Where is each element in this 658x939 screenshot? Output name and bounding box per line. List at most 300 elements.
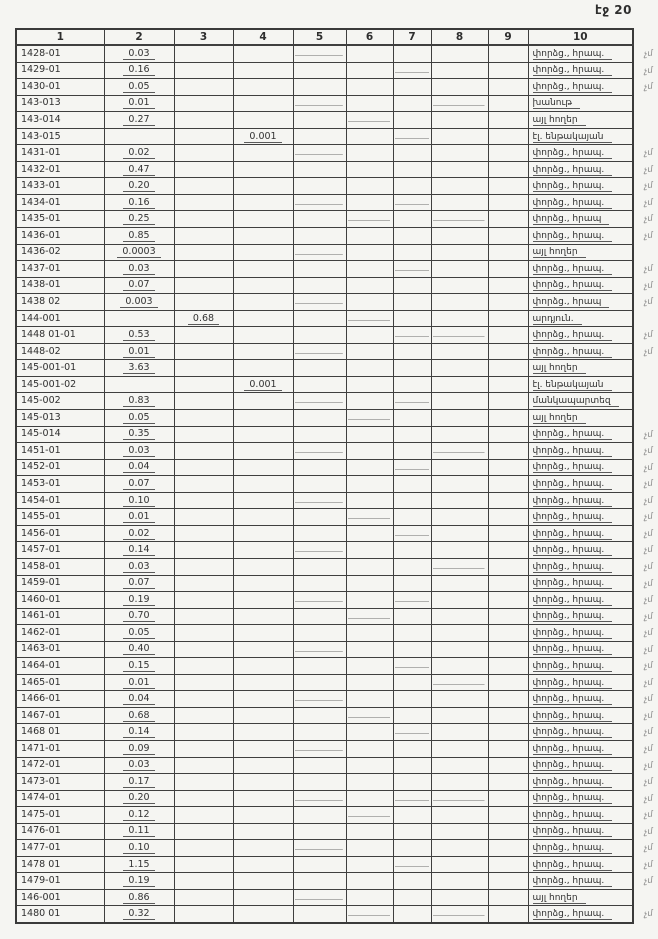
- cell-parcel-code: 1479-01: [16, 873, 104, 890]
- cell-col3: [174, 707, 233, 724]
- table-row: [16, 856, 633, 873]
- cell-area: [104, 211, 174, 228]
- cell-parcel-code: 1453-01: [16, 476, 104, 493]
- cell-col3: [174, 228, 233, 245]
- cell-area: [104, 889, 174, 906]
- cell-value: 0.68: [123, 710, 154, 722]
- cell-land-use: [528, 228, 654, 245]
- cell-empty: [346, 343, 393, 360]
- cell-parcel-code: 1477-01: [16, 840, 104, 857]
- column-header: 10: [528, 29, 633, 45]
- cell-empty: [346, 476, 393, 493]
- margin-annotation: չմ: [643, 710, 654, 722]
- cell-empty: [293, 757, 346, 774]
- cell-value: 0.19: [123, 594, 154, 606]
- cell-parcel-code: 1429-01: [16, 62, 104, 79]
- margin-annotation: չմ: [643, 561, 654, 573]
- cell-empty: [488, 343, 528, 360]
- cell-parcel-code: 143-014: [16, 112, 104, 129]
- cell-area: [104, 178, 174, 195]
- cell-empty: [431, 823, 488, 840]
- margin-annotation: չմ: [643, 445, 654, 457]
- cell-empty: [393, 459, 431, 476]
- cell-area: [104, 790, 174, 807]
- cell-empty: [346, 674, 393, 691]
- margin-annotation: չմ: [643, 760, 654, 771]
- margin-annotation: չմ: [643, 544, 654, 556]
- table-row: [16, 228, 633, 245]
- cell-empty: [488, 393, 528, 410]
- land-use-label: փորձց., հրապ.: [533, 264, 613, 275]
- cell-parcel-code: 1438 02: [16, 294, 104, 311]
- cell-empty: [431, 906, 488, 923]
- table-row: [16, 145, 633, 162]
- land-use-label: մանկապարտեզ: [533, 396, 619, 407]
- cell-value: 0.05: [123, 81, 154, 93]
- margin-annotation: չմ: [643, 296, 654, 308]
- land-use-label: փորձց., հրապ.: [533, 777, 613, 788]
- cell-empty: [488, 95, 528, 112]
- cell-empty: [488, 790, 528, 807]
- cell-value: 0.15: [123, 660, 154, 672]
- cell-empty: [346, 426, 393, 443]
- cell-empty: [293, 807, 346, 824]
- land-use-label: փորձց., հրապ.: [533, 860, 613, 871]
- land-use-label: փորձց., հրապ.: [533, 678, 613, 689]
- cell-land-use: [528, 558, 654, 575]
- cell-value: 0.02: [123, 528, 154, 540]
- cell-parcel-code: 1457-01: [16, 542, 104, 559]
- cell-land-use: [528, 294, 654, 311]
- cell-empty: [393, 426, 431, 443]
- cell-empty: [293, 476, 346, 493]
- cell-parcel-code: 1448-02: [16, 343, 104, 360]
- cell-land-use: [528, 608, 654, 625]
- margin-annotation: չմ: [643, 164, 654, 176]
- cell-col3: [174, 658, 233, 675]
- table-row: [16, 277, 633, 294]
- land-use-label: փորձց., հրապ.: [533, 280, 613, 291]
- margin-annotation: չմ: [643, 644, 654, 656]
- cell-col3: [174, 360, 233, 377]
- land-use-label: փորձց., հրապ.: [533, 694, 613, 705]
- table-row: [16, 774, 633, 791]
- margin-annotation: չմ: [643, 495, 654, 507]
- cell-empty: [431, 327, 488, 344]
- cell-empty: [293, 327, 346, 344]
- cell-area: [104, 327, 174, 344]
- cell-land-use: [528, 641, 654, 658]
- cell-area: [104, 525, 174, 542]
- cell-empty: [293, 525, 346, 542]
- cell-col4: [233, 360, 293, 377]
- cell-empty: [488, 360, 528, 377]
- land-use-label: փորձց., հրապ.: [533, 760, 613, 771]
- margin-annotation: չմ: [643, 197, 654, 209]
- cell-empty: [346, 823, 393, 840]
- cell-empty: [293, 774, 346, 791]
- cell-col3: [174, 790, 233, 807]
- cell-parcel-code: 1471-01: [16, 740, 104, 757]
- cell-area: [104, 757, 174, 774]
- cell-col4: [233, 658, 293, 675]
- table-row: [16, 525, 633, 542]
- cell-empty: [488, 476, 528, 493]
- cell-empty: [488, 592, 528, 609]
- cell-area: [104, 45, 174, 62]
- cell-col3: [174, 443, 233, 460]
- cell-land-use: [528, 674, 654, 691]
- cell-empty: [346, 542, 393, 559]
- land-use-label: փորձց., հրապ: [533, 214, 610, 225]
- cell-empty: [393, 840, 431, 857]
- cell-empty: [431, 873, 488, 890]
- cell-empty: [488, 45, 528, 62]
- land-use-label: փորձց., հրապ.: [533, 429, 613, 440]
- cell-empty: [346, 244, 393, 261]
- cell-land-use: [528, 128, 633, 145]
- cell-empty: [488, 277, 528, 294]
- cell-empty: [293, 558, 346, 575]
- table-row: [16, 476, 633, 493]
- cell-empty: [488, 889, 528, 906]
- table-row: [16, 906, 633, 923]
- cell-col3: [174, 62, 233, 79]
- cell-land-use: [528, 194, 654, 211]
- cell-value: 0.11: [123, 825, 154, 837]
- cell-col4: [233, 310, 293, 327]
- cell-empty: [431, 476, 488, 493]
- cell-land-use: [528, 592, 654, 609]
- cell-empty: [346, 360, 393, 377]
- cell-parcel-code: 143-013: [16, 95, 104, 112]
- cell-empty: [431, 707, 488, 724]
- land-use-label: փորձց., հրապ.: [533, 181, 613, 192]
- cell-empty: [431, 410, 488, 427]
- cell-land-use: [528, 79, 654, 96]
- cell-empty: [431, 211, 488, 228]
- cell-col3: [174, 476, 233, 493]
- cell-col3: [174, 608, 233, 625]
- land-use-label: այլ հողեր: [533, 893, 586, 904]
- cell-empty: [431, 757, 488, 774]
- cell-empty: [431, 393, 488, 410]
- cell-empty: [431, 625, 488, 642]
- table-row: [16, 608, 633, 625]
- land-use-label: փորձց., հրապ.: [533, 826, 613, 837]
- margin-annotation: չմ: [643, 280, 654, 292]
- cell-parcel-code: 145-014: [16, 426, 104, 443]
- cell-empty: [431, 128, 488, 145]
- cell-value: 0.0003: [117, 246, 160, 258]
- cell-empty: [393, 161, 431, 178]
- cell-empty: [393, 525, 431, 542]
- cell-empty: [293, 145, 346, 162]
- cell-empty: [346, 757, 393, 774]
- cell-parcel-code: 1478 01: [16, 856, 104, 873]
- cell-col4: [233, 62, 293, 79]
- cell-col4: [233, 376, 293, 393]
- cell-value: 0.01: [123, 677, 154, 689]
- table-row: [16, 261, 633, 278]
- cell-empty: [393, 327, 431, 344]
- cell-col3: [174, 310, 233, 327]
- land-use-label: այլ հողեր: [533, 115, 586, 126]
- cell-empty: [431, 840, 488, 857]
- cell-land-use: [528, 492, 654, 509]
- cell-empty: [346, 393, 393, 410]
- cell-empty: [393, 178, 431, 195]
- cell-empty: [293, 625, 346, 642]
- cell-empty: [346, 228, 393, 245]
- cell-col4: [233, 426, 293, 443]
- cell-empty: [488, 178, 528, 195]
- table-row: [16, 575, 633, 592]
- margin-annotation: չմ: [643, 346, 654, 358]
- margin-annotation: չմ: [643, 578, 654, 589]
- page-number: էջ 20: [594, 3, 632, 17]
- table-row: [16, 79, 633, 96]
- cell-value: 0.10: [123, 495, 154, 507]
- cell-empty: [488, 294, 528, 311]
- cell-area: [104, 244, 174, 261]
- cell-col4: [233, 674, 293, 691]
- cell-empty: [393, 310, 431, 327]
- cell-col3: [174, 641, 233, 658]
- table-row: [16, 95, 633, 112]
- cell-empty: [393, 443, 431, 460]
- cell-empty: [393, 807, 431, 824]
- cell-empty: [293, 873, 346, 890]
- cell-parcel-code: 146-001: [16, 889, 104, 906]
- cell-value: 0.03: [123, 759, 154, 771]
- cell-land-use: [528, 443, 654, 460]
- cell-value: 0.32: [123, 908, 154, 920]
- cell-land-use: [528, 542, 654, 559]
- cell-empty: [393, 476, 431, 493]
- cell-col3: [174, 757, 233, 774]
- table-row: [16, 509, 633, 526]
- land-use-label: փորձց., հրապ.: [533, 347, 613, 358]
- cell-col4: [233, 343, 293, 360]
- cell-empty: [293, 194, 346, 211]
- cell-empty: [488, 525, 528, 542]
- cell-empty: [431, 95, 488, 112]
- cell-parcel-code: 1436-02: [16, 244, 104, 261]
- cell-land-use: [528, 161, 654, 178]
- cell-value: 0.12: [123, 809, 154, 821]
- cell-empty: [346, 45, 393, 62]
- cell-empty: [431, 343, 488, 360]
- table-row: [16, 625, 633, 642]
- cell-parcel-code: 1434-01: [16, 194, 104, 211]
- cell-empty: [293, 95, 346, 112]
- cell-land-use: [528, 277, 654, 294]
- cell-empty: [488, 707, 528, 724]
- cell-col3: [174, 410, 233, 427]
- cell-col4: [233, 443, 293, 460]
- cell-col3: [174, 95, 233, 112]
- cell-area: [104, 873, 174, 890]
- cell-empty: [293, 79, 346, 96]
- cell-parcel-code: 1474-01: [16, 790, 104, 807]
- cell-empty: [431, 360, 488, 377]
- cell-empty: [346, 807, 393, 824]
- cell-col3: [174, 112, 233, 129]
- cell-empty: [393, 873, 431, 890]
- cell-empty: [393, 360, 431, 377]
- margin-annotation: չմ: [643, 48, 654, 60]
- cell-parcel-code: 1465-01: [16, 674, 104, 691]
- cell-col4: [233, 840, 293, 857]
- cell-empty: [293, 658, 346, 675]
- cell-parcel-code: 1455-01: [16, 509, 104, 526]
- cell-col3: [174, 625, 233, 642]
- cell-empty: [393, 145, 431, 162]
- cell-empty: [293, 492, 346, 509]
- cell-empty: [293, 343, 346, 360]
- cell-value: 0.14: [123, 726, 154, 738]
- cell-value: 0.01: [123, 511, 154, 523]
- cell-empty: [393, 608, 431, 625]
- cell-area: [104, 95, 174, 112]
- cell-empty: [393, 790, 431, 807]
- cell-area: [104, 459, 174, 476]
- margin-annotation: չմ: [643, 478, 654, 490]
- cell-empty: [488, 724, 528, 741]
- cell-col4: [233, 244, 293, 261]
- margin-annotation: չմ: [643, 230, 654, 242]
- cell-area: [104, 542, 174, 559]
- cell-empty: [346, 575, 393, 592]
- cell-col4: [233, 889, 293, 906]
- table-row: [16, 410, 633, 427]
- table-row: [16, 873, 633, 890]
- cell-empty: [393, 856, 431, 873]
- cell-parcel-code: 1438-01: [16, 277, 104, 294]
- cell-area: [104, 492, 174, 509]
- cell-value: 0.68: [188, 313, 219, 325]
- cell-parcel-code: 1433-01: [16, 178, 104, 195]
- cell-empty: [346, 145, 393, 162]
- land-use-label: փորձց., հրապ.: [533, 148, 613, 159]
- cell-col3: [174, 558, 233, 575]
- cell-empty: [393, 194, 431, 211]
- cell-empty: [431, 542, 488, 559]
- margin-annotation: չմ: [643, 776, 654, 788]
- cell-area: [104, 145, 174, 162]
- cell-empty: [346, 410, 393, 427]
- cell-area: [104, 774, 174, 791]
- cell-empty: [346, 161, 393, 178]
- cell-empty: [346, 873, 393, 890]
- cell-value: 0.001: [244, 379, 281, 391]
- land-use-label: այլ հողեր: [533, 413, 586, 424]
- table-row: [16, 889, 633, 906]
- cell-empty: [293, 889, 346, 906]
- cell-col4: [233, 691, 293, 708]
- table-row: [16, 443, 633, 460]
- cell-col3: [174, 459, 233, 476]
- cell-col4: [233, 393, 293, 410]
- cell-area: [104, 393, 174, 410]
- cell-col3: [174, 774, 233, 791]
- cell-area: [104, 740, 174, 757]
- cell-col3: [174, 294, 233, 311]
- cell-land-use: [528, 178, 654, 195]
- margin-annotation: չմ: [643, 875, 654, 887]
- cell-col4: [233, 740, 293, 757]
- cell-empty: [393, 376, 431, 393]
- cell-empty: [488, 128, 528, 145]
- cell-empty: [393, 889, 431, 906]
- cell-col3: [174, 343, 233, 360]
- cell-empty: [488, 625, 528, 642]
- cell-land-use: [528, 774, 654, 791]
- cell-land-use: [528, 856, 654, 873]
- cell-empty: [346, 740, 393, 757]
- margin-annotation: չմ: [643, 528, 654, 540]
- cell-col4: [233, 608, 293, 625]
- cell-empty: [431, 112, 488, 129]
- table-row: [16, 211, 633, 228]
- cell-empty: [431, 807, 488, 824]
- cell-col4: [233, 145, 293, 162]
- cell-empty: [393, 112, 431, 129]
- cell-col3: [174, 906, 233, 923]
- cell-empty: [293, 228, 346, 245]
- cell-land-use: [528, 459, 654, 476]
- cell-land-use: [528, 873, 654, 890]
- land-use-label: փորձց., հրապ.: [533, 82, 613, 93]
- table-row: [16, 194, 633, 211]
- cell-empty: [431, 575, 488, 592]
- cell-empty: [346, 194, 393, 211]
- cell-empty: [346, 592, 393, 609]
- cell-land-use: [528, 145, 654, 162]
- cell-empty: [488, 310, 528, 327]
- cell-area: [104, 194, 174, 211]
- cell-empty: [431, 658, 488, 675]
- cell-empty: [393, 62, 431, 79]
- cell-land-use: [528, 393, 633, 410]
- cell-empty: [293, 128, 346, 145]
- cell-empty: [293, 592, 346, 609]
- cell-empty: [293, 608, 346, 625]
- table-row: [16, 178, 633, 195]
- cell-empty: [346, 211, 393, 228]
- cell-value: 0.40: [123, 643, 154, 655]
- cell-empty: [393, 542, 431, 559]
- land-use-label: փորձց., հրապ.: [533, 909, 613, 920]
- land-use-label: փորձց., հրապ.: [533, 462, 613, 473]
- cell-empty: [393, 244, 431, 261]
- cell-empty: [293, 426, 346, 443]
- cell-empty: [488, 492, 528, 509]
- cell-empty: [293, 575, 346, 592]
- cell-empty: [293, 277, 346, 294]
- cell-empty: [488, 459, 528, 476]
- cell-value: 0.04: [123, 693, 154, 705]
- cell-land-use: [528, 906, 654, 923]
- cell-empty: [293, 161, 346, 178]
- cell-empty: [431, 608, 488, 625]
- cell-col3: [174, 674, 233, 691]
- cell-empty: [488, 674, 528, 691]
- cell-col3: [174, 393, 233, 410]
- cell-col4: [233, 856, 293, 873]
- land-use-label: փորձց., հրապ.: [533, 628, 613, 639]
